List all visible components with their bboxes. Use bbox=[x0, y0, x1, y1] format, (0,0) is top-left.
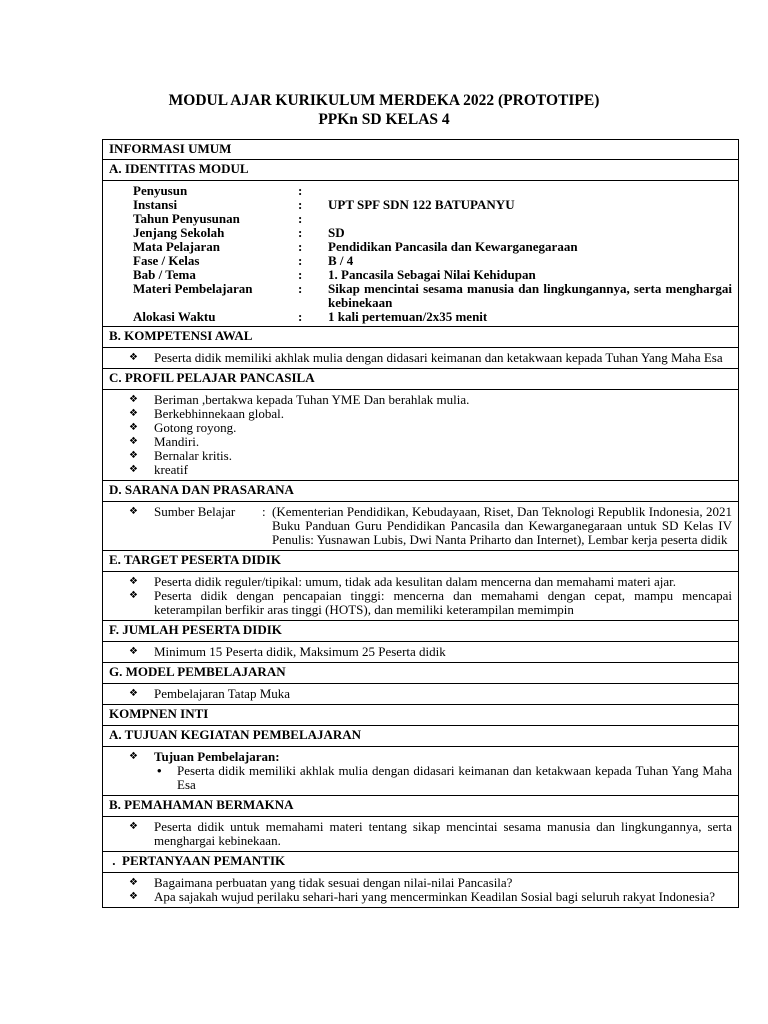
section-profil-heading: C. PROFIL PELAJAR PANCASILA bbox=[102, 368, 739, 389]
pertanyaan-body bbox=[102, 872, 739, 908]
list-item: ❖ Pembelajaran Tatap Muka bbox=[129, 687, 732, 701]
identitas-value bbox=[328, 212, 732, 226]
list-item: ❖ Berkebhinnekaan global. bbox=[129, 407, 732, 421]
section-kompetensi-awal-heading: B. KOMPETENSI AWAL bbox=[102, 326, 739, 347]
list-item: ❖ Mandiri. bbox=[129, 435, 732, 449]
module-table bbox=[102, 139, 739, 908]
identitas-row: Fase / Kelas : B / 4 bbox=[133, 254, 732, 268]
list-item: ❖ Apa sajakah wujud perilaku sehari-hari yang mencerminkan Keadilan Sosial bagi seluruh rakyat Indonesia? bbox=[129, 890, 732, 904]
list-item: ❖ Peserta didik dengan pencapaian tinggi: mencerna dan memahami dengan cepat, mampu mencapai keterampilan berfikir aras tinggi (HOTS), dan memiliki keterampilan memimpin bbox=[129, 589, 732, 617]
list-item: • Peserta didik memiliki akhlak mulia dengan didasari keimanan dan ketakwaan kepada Tuhan Yang Maha Esa bbox=[157, 764, 732, 792]
identitas-row: Bab / Tema : 1. Pancasila Sebagai Nilai Kehidupan bbox=[133, 268, 732, 282]
kompetensi-awal-body bbox=[102, 347, 739, 368]
title-line-2: PPKn SD KELAS 4 bbox=[318, 111, 450, 128]
identitas-row: Instansi : UPT SPF SDN 122 BATUPANYU bbox=[133, 198, 732, 212]
tujuan-subheading: Tujuan Pembelajaran: bbox=[154, 749, 280, 764]
identitas-label: Mata Pelajaran bbox=[133, 239, 221, 254]
list-item: ❖ Bernalar kritis. bbox=[129, 449, 732, 463]
identitas-row: Tahun Penyusunan : bbox=[133, 212, 732, 226]
list-item: ❖ kreatif bbox=[129, 463, 732, 477]
document-title bbox=[0, 91, 768, 129]
sumber-belajar-colon: : bbox=[262, 504, 266, 519]
identitas-value bbox=[328, 184, 732, 198]
identitas-label: Materi Pembelajaran bbox=[133, 281, 253, 296]
identitas-list bbox=[102, 180, 739, 326]
model-body bbox=[102, 683, 739, 704]
identitas-value: B / 4 bbox=[328, 253, 354, 268]
identitas-label: Fase / Kelas bbox=[133, 253, 200, 268]
section-identitas-heading: A. IDENTITAS MODUL bbox=[102, 159, 739, 180]
identitas-value: 1. Pancasila Sebagai Nilai Kehidupan bbox=[328, 267, 536, 282]
section-model-heading: G. MODEL PEMBELAJARAN bbox=[102, 662, 739, 683]
identitas-label: Penyusun bbox=[133, 183, 188, 198]
identitas-label: Bab / Tema bbox=[133, 267, 196, 282]
identitas-label: Jenjang Sekolah bbox=[133, 225, 225, 240]
list-item: ❖ Peserta didik reguler/tipikal: umum, tidak ada kesulitan dalam mencerna dan memahami materi ajar. bbox=[129, 575, 732, 589]
list-item: ❖ Peserta didik memiliki akhlak mulia dengan didasari keimanan dan ketakwaan kepada Tuhan Yang Maha Esa bbox=[129, 351, 732, 365]
identitas-value: UPT SPF SDN 122 BATUPANYU bbox=[328, 197, 515, 212]
identitas-label: Tahun Penyusunan bbox=[133, 211, 240, 226]
list-item: ❖ Peserta didik untuk memahami materi tentang sikap mencintai sesama manusia dan lingkungannya, serta menghargai kebinekaan. bbox=[129, 820, 732, 848]
list-item: ❖ Beriman ,bertakwa kepada Tuhan YME Dan berahlak mulia. bbox=[129, 393, 732, 407]
section-informasi-umum: INFORMASI UMUM bbox=[102, 139, 739, 159]
section-jumlah-heading: F. JUMLAH PESERTA DIDIK bbox=[102, 620, 739, 641]
identitas-value: SD bbox=[328, 225, 345, 240]
identitas-row: Mata Pelajaran : Pendidikan Pancasila dan Kewarganegaraan bbox=[133, 240, 732, 254]
sarana-body bbox=[102, 501, 739, 550]
jumlah-body bbox=[102, 641, 739, 662]
target-body bbox=[102, 571, 739, 620]
identitas-row: Jenjang Sekolah : SD bbox=[133, 226, 732, 240]
list-item: ❖ Gotong royong. bbox=[129, 421, 732, 435]
pemahaman-body bbox=[102, 816, 739, 851]
identitas-row: Materi Pembelajaran : Sikap mencintai sesama manusia dan lingkungannya, serta menghargai kebinekaan bbox=[133, 281, 732, 310]
identitas-label: Alokasi Waktu bbox=[133, 309, 216, 324]
identitas-value: Pendidikan Pancasila dan Kewarganegaraan bbox=[328, 239, 578, 254]
identitas-value: Sikap mencintai sesama manusia dan lingkungannya, serta menghargai kebinekaan bbox=[328, 281, 732, 310]
identitas-row: Alokasi Waktu : 1 kali pertemuan/2x35 menit bbox=[133, 310, 732, 324]
section-tujuan-heading: A. TUJUAN KEGIATAN PEMBELAJARAN bbox=[102, 725, 739, 746]
list-item: ❖ Bagaimana perbuatan yang tidak sesuai dengan nilai-nilai Pancasila? bbox=[129, 876, 732, 890]
list-item bbox=[129, 505, 732, 547]
list-item: ❖ Minimum 15 Peserta didik, Maksimum 25 Peserta didik bbox=[129, 645, 732, 659]
identitas-label: Instansi bbox=[133, 197, 178, 212]
section-target-heading: E. TARGET PESERTA DIDIK bbox=[102, 550, 739, 571]
identitas-row: Penyusun : bbox=[133, 184, 732, 198]
identitas-value: 1 kali pertemuan/2x35 menit bbox=[328, 309, 488, 324]
section-pertanyaan-heading: . PERTANYAAN PEMANTIK bbox=[102, 851, 739, 872]
list-item bbox=[129, 750, 732, 764]
section-sarana-heading: D. SARANA DAN PRASARANA bbox=[102, 480, 739, 501]
profil-body bbox=[102, 389, 739, 480]
sumber-belajar-label: ❖ Sumber Belajar bbox=[154, 504, 236, 519]
title-line-1: MODUL AJAR KURIKULUM MERDEKA 2022 (PROTOTIPE) bbox=[168, 92, 600, 109]
tujuan-body bbox=[102, 746, 739, 795]
section-komponen-inti: KOMPNEN INTI bbox=[102, 704, 739, 725]
section-pemahaman-heading: B. PEMAHAMAN BERMAKNA bbox=[102, 795, 739, 816]
sumber-belajar-text: (Kementerian Pendidikan, Kebudayaan, Riset, Dan Teknologi Republik Indonesia, 2021 Buku Panduan Guru Pendidikan Pancasila dan Kewarganegaraan untuk SD Kelas IV Penulis: Yusnawan Lubis, Dwi Nanta Priharto dan Internet), Lembar kerja peserta didik bbox=[272, 504, 732, 547]
